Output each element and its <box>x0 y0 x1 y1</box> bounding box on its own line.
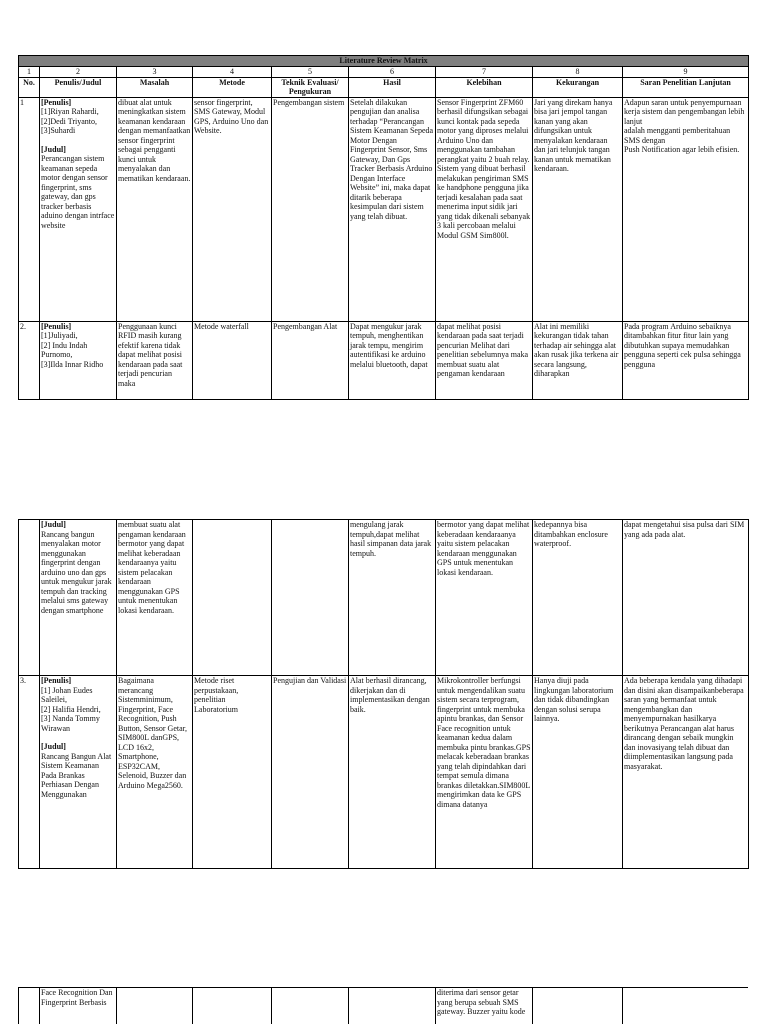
penulis-text: [1]Juliyadi, [2] Indu Indah Purnomo, [3]Ilda Innar Ridho <box>41 331 104 369</box>
saran-cell: Ada beberapa kendala yang dihadapi dan disini akan disampaikanbeberapa saran yang bermanfaat untuk mengembangkan dan menyempurnakan hasilkarya berikutnya Perancangan alat harus dirancang dengan sebaik mungkin dan inovasiyang telah dibuat dan diimplementasikan langsung pada masyarakat. <box>623 676 749 869</box>
penulis-judul-cell <box>40 97 117 321</box>
masalah-cell: Penggunaan kunci RFID masih kurang efektif karena tidak dapat melihat posisi kendaraan pada saat terjadi pencurian maka <box>117 321 193 399</box>
col-number: 8 <box>533 67 623 78</box>
teknik-cell: Pengembangan sistem <box>272 97 349 321</box>
col-number: 5 <box>272 67 349 78</box>
col-number: 4 <box>193 67 272 78</box>
judul-text: Face Recognition Dan Fingerprint Berbasis <box>40 988 117 1024</box>
kekurangan-cell <box>533 988 623 1024</box>
row-number: 2. <box>19 321 40 399</box>
row-number: 1 <box>19 97 40 321</box>
col-number: 3 <box>117 67 193 78</box>
table-row <box>19 676 749 869</box>
header-row <box>19 77 749 97</box>
saran-cell: dapat mengetahui sisa pulsa dari SIM yang ada pada alat. <box>623 520 749 676</box>
teknik-cell <box>272 988 349 1024</box>
page-1-table-block <box>18 55 748 400</box>
masalah-cell: membuat suatu alat pengaman kendaraan bermotor yang dapat melihat keberadaan kendaraanya yaitu sistem pelacakan kendaraan menggunakan GPS untuk menentukan lokasi kendaraan. <box>117 520 193 676</box>
kekurangan-cell: Alat ini memiliki kekurangan tidak tahan terhadap air sehingga alat akan rusak jika terkena air secara langsung, diharapkan <box>533 321 623 399</box>
judul-label: [Judul] <box>41 520 66 529</box>
teknik-cell: Pengujian dan Validasi <box>272 676 349 869</box>
header-hasil: Hasil <box>349 77 436 97</box>
judul-text: Rancang bangun menyalakan motor menggunakan fingerprint dengan arduino uno dan gps untuk mengukur jarak tempuh dan tracking melalui sms gateway dengan smartphone <box>41 529 112 615</box>
penulis-label: [Penulis] <box>41 321 72 331</box>
teknik-cell <box>272 520 349 676</box>
masalah-cell: Bagaimana merancang Sistemminimum, Fingerprint, Face Recognition, Push Button, Sensor Getar, SIM800L danGPS, LCD 16x2, Smartphone, ESP32CAM, Selenoid, Buzzer dan Arduino Mega2560. <box>117 676 193 869</box>
header-kekurangan: Kekurangan <box>533 77 623 97</box>
row-number <box>19 520 40 676</box>
hasil-cell: Setelah dilakukan pengujian dan analisa terhadap “Perancangan Sistem Keamanan Sepeda Motor Dengan Fingerprint Sensor, Sms Gateway, Dan Gps Tracker Berbasis Arduino Dengan Interface Website” ini, maka dapat ditarik beberapa kesimpulan dari sistem yang telah dibuat. <box>349 97 436 321</box>
teknik-cell: Pengembangan Alat <box>272 321 349 399</box>
penulis-text: [1] Johan Eudes Saleilei, [2] Halifia Hendri, [3] Nanda Tommy Wirawan <box>41 685 101 733</box>
metode-cell <box>193 988 272 1024</box>
row-number <box>19 988 40 1024</box>
penulis-label: [Penulis] <box>41 676 72 685</box>
hasil-cell: Alat berhasil dirancang, dikerjakan dan di implementasikan dengan baik. <box>349 676 436 869</box>
saran-cell: Adapun saran untuk penyempurnaan kerja sistem dan pengembangan lebih lanjut adalah mengganti pemberitahuan SMS dengan Push Notification agar lebih efisien. <box>623 97 749 321</box>
judul-label: [Judul] <box>41 742 66 751</box>
column-number-row <box>19 67 749 78</box>
col-number: 9 <box>623 67 749 78</box>
col-number: 7 <box>436 67 533 78</box>
judul-text: Perancangan sistem keamanan sepeda motor dengan sensor fingerprint, sms gateway, dan gps tracker berbasis aduino dengan intrface website <box>41 154 115 230</box>
literature-review-table-page-1 <box>18 55 749 400</box>
table-row <box>19 321 749 399</box>
kelebihan-cell: diterima dari sensor getar yang berupa sebuah SMS gateway. Buzzer yaitu kode <box>436 988 533 1024</box>
kelebihan-cell: Mikrokontroller berfungsi untuk mengendalikan suatu sistem secara terprogram, fingerprint untuk membuka apintu brankas, dan Sensor Face recognition untuk keamanan kedua dalam membuka pintu brankas.GPS melacak keberadaan brankas yang telah dipindahkan dari tempat semula dimana brankas diletakkan.SIM800L mengirimkan data ke GPS dimana datanya <box>436 676 533 869</box>
header-masalah: Masalah <box>117 77 193 97</box>
judul-text: Rancang Bangun Alat Sistem Keamanan Pada Brankas Perhiasan Dengan Menggunakan <box>41 751 112 799</box>
matrix-title: Literature Review Matrix <box>19 56 749 67</box>
header-no: No. <box>19 77 40 97</box>
col-number: 1 <box>19 67 40 78</box>
table-row <box>19 97 749 321</box>
judul-label: [Judul] <box>41 144 66 154</box>
metode-cell: Metode waterfall <box>193 321 272 399</box>
hasil-cell: mengulang jarak tempuh,dapat melihat hasil simpanan data jarak tempuh. <box>349 520 436 676</box>
literature-review-table-page-2 <box>18 519 749 869</box>
penulis-judul-cell <box>40 520 117 676</box>
metode-cell <box>193 520 272 676</box>
col-number: 6 <box>349 67 436 78</box>
penulis-judul-cell <box>40 321 117 399</box>
header-metode: Metode <box>193 77 272 97</box>
page-3-table-block <box>18 987 748 1024</box>
header-teknik-evaluasi: Teknik Evaluasi/ Pengukuran <box>272 77 349 97</box>
saran-cell: Pada program Arduino sebaiknya ditambahkan fitur fitur lain yang dibutuhkan supaya memudahkan pengguna seperti cek pulsa sehingga pengguna <box>623 321 749 399</box>
literature-review-table-page-3 <box>18 987 748 1024</box>
penulis-judul-cell <box>40 676 117 869</box>
masalah-cell <box>117 988 193 1024</box>
kelebihan-cell: bermotor yang dapat melihat keberadaan kendaraanya yaitu sistem pelacakan kendaraan menggunakan GPS untuk menentukan lokasi kendaraan. <box>436 520 533 676</box>
kekurangan-cell: Hanya diuji pada lingkungan laboratorium dan tidak dibandingkan dengan solusi serupa lainnya. <box>533 676 623 869</box>
col-number: 2 <box>40 67 117 78</box>
hasil-cell <box>349 988 436 1024</box>
hasil-cell: Dapat mengukur jarak tempuh, menghentikan jarak tempu, mengirim autentifikasi ke arduino melalui bluetooth, dapat <box>349 321 436 399</box>
header-kelebihan: Kelebihan <box>436 77 533 97</box>
kekurangan-cell: kedepannya bisa ditambahkan enclosure waterproof. <box>533 520 623 676</box>
row-number: 3. <box>19 676 40 869</box>
penulis-text: [1]Riyan Rahardi, [2]Dedi Triyanto, [3]Suhardi <box>41 107 99 135</box>
metode-cell: sensor fingerprint, SMS Gateway, Modul GPS, Arduino Uno dan Website. <box>193 97 272 321</box>
saran-cell <box>623 988 749 1024</box>
metode-cell: Metode riset perpustakaan, penelitian Laboratorium <box>193 676 272 869</box>
table-row <box>19 988 749 1024</box>
page-2-table-block <box>18 519 748 869</box>
kelebihan-cell: Sensor Fingerprint ZFM60 berhasil difungsikan sebagai kunci kontak pada sepeda motor yang diproses melalui Arduino Uno dan menggunakan tambahan perangkat yaitu 2 buah relay. Sistem yang dibuat berhasil melakukan pengiriman SMS ke handphone pengguna jika terjadi kesalahan pada saat menerima input sidik jari yang tidak dikenali sebanyak 3 kali percobaan melalui Modul GSM Sim800l. <box>436 97 533 321</box>
masalah-cell: dibuat alat untuk meningkatkan sistem keamanan kendaraan dengan memanfaatkan sensor fingerprint sebagai pengganti kunci untuk menyalakan dan mematikan kendaraan. <box>117 97 193 321</box>
header-penulis-judul: Penulis/Judul <box>40 77 117 97</box>
kelebihan-cell: dapat melihat posisi kendaraan pada saat terjadi pencurian Melihat dari penelitian sebelumnya maka membuat suatu alat pengaman kendaraan <box>436 321 533 399</box>
penulis-label: [Penulis] <box>41 97 72 107</box>
table-row <box>19 520 749 676</box>
kekurangan-cell: Jari yang direkam hanya bisa jari jempol tangan kanan yang akan difungsikan untuk menyalakan kendaraan dan jari telunjuk tangan kanan untuk mematikan kendaraan. <box>533 97 623 321</box>
header-saran: Saran Penelitian Lanjutan <box>623 77 749 97</box>
